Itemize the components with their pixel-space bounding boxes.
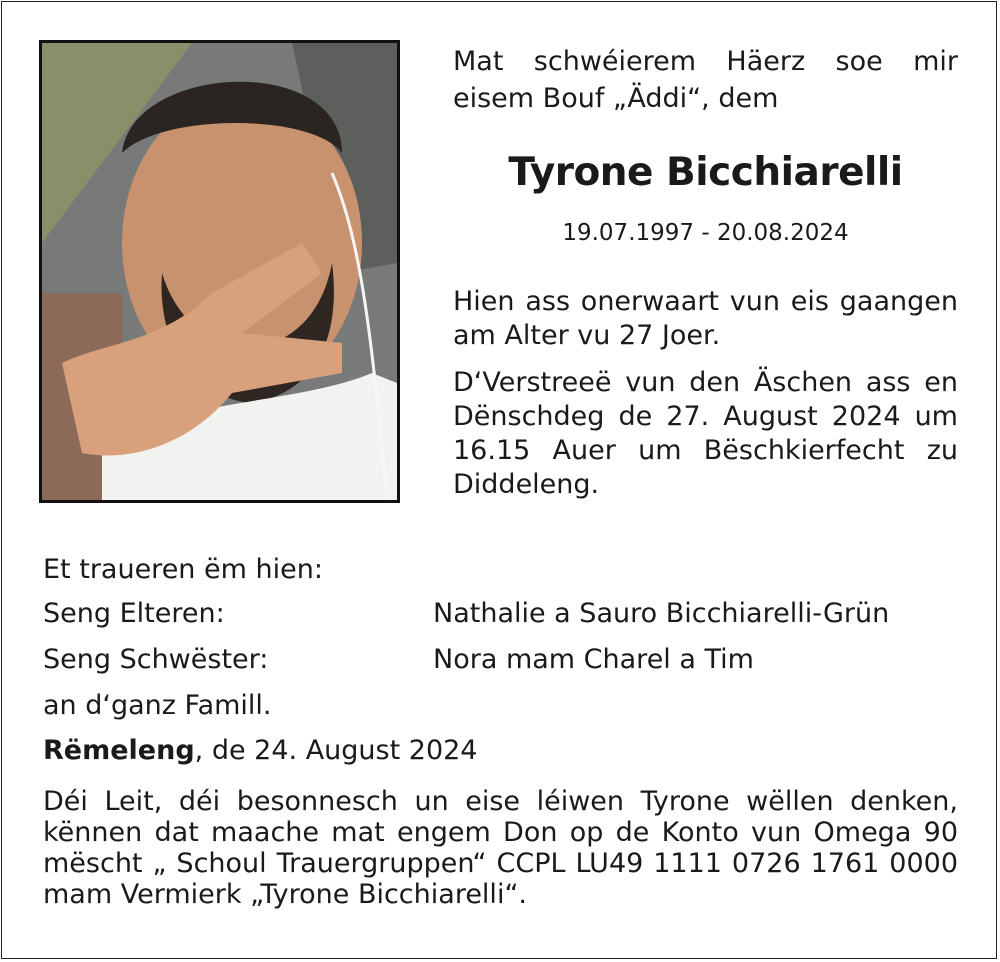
parents-label: Seng Elteren:: [43, 598, 225, 629]
intro-line: Mat schwéierem Häerz soe mir: [453, 46, 958, 77]
intro-line: eisem Bouf „Äddi“, dem: [453, 83, 779, 114]
donation-line: mam Vermierk „Tyrone Bicchiarelli“.: [43, 879, 528, 910]
portrait-photo: [39, 40, 400, 503]
place-date-line: [43, 735, 477, 766]
sister-names: Nora mam Charel a Tim: [433, 644, 754, 675]
ceremony-line: Diddeleng.: [453, 469, 600, 500]
donation-line: kënnen dat maache mat engem Don op de Konto vun Omega 90: [43, 817, 958, 848]
deceased-name: Tyrone Bicchiarelli: [508, 150, 903, 195]
ceremony-line: D‘Verstreeë vun den Äschen ass en: [453, 367, 958, 398]
donation-line: mëscht „ Schoul Trauergruppen“ CCPL LU49 1111 0726 1761 0000: [43, 848, 958, 879]
passing-paragraph: [453, 285, 958, 353]
sister-label: Seng Schwëster:: [43, 644, 269, 675]
ceremony-line: 16.15 Auer um Bëschkierfecht zu: [453, 435, 958, 466]
life-dates: 19.07.1997 - 20.08.2024: [562, 220, 849, 246]
ceremony-line: Dënschdeg de 27. August 2024 um: [453, 401, 958, 432]
place-name: Rëmeleng: [43, 735, 195, 766]
family-line: an d‘ganz Famill.: [43, 690, 272, 721]
passing-line: Hien ass onerwaart vun eis gaangen: [453, 286, 958, 317]
notice-date: , de 24. August 2024: [194, 735, 478, 766]
passing-line: am Alter vu 27 Joer.: [453, 320, 721, 351]
donation-paragraph: [43, 786, 958, 910]
mourners-heading: Et traueren ëm hien:: [43, 554, 323, 585]
donation-line: Déi Leit, déi besonnesch un eise léiwen Tyrone wëllen denken,: [43, 786, 958, 817]
intro-text: [453, 43, 958, 117]
ceremony-paragraph: [453, 366, 958, 502]
parents-names: Nathalie a Sauro Bicchiarelli-Grün: [433, 598, 890, 629]
